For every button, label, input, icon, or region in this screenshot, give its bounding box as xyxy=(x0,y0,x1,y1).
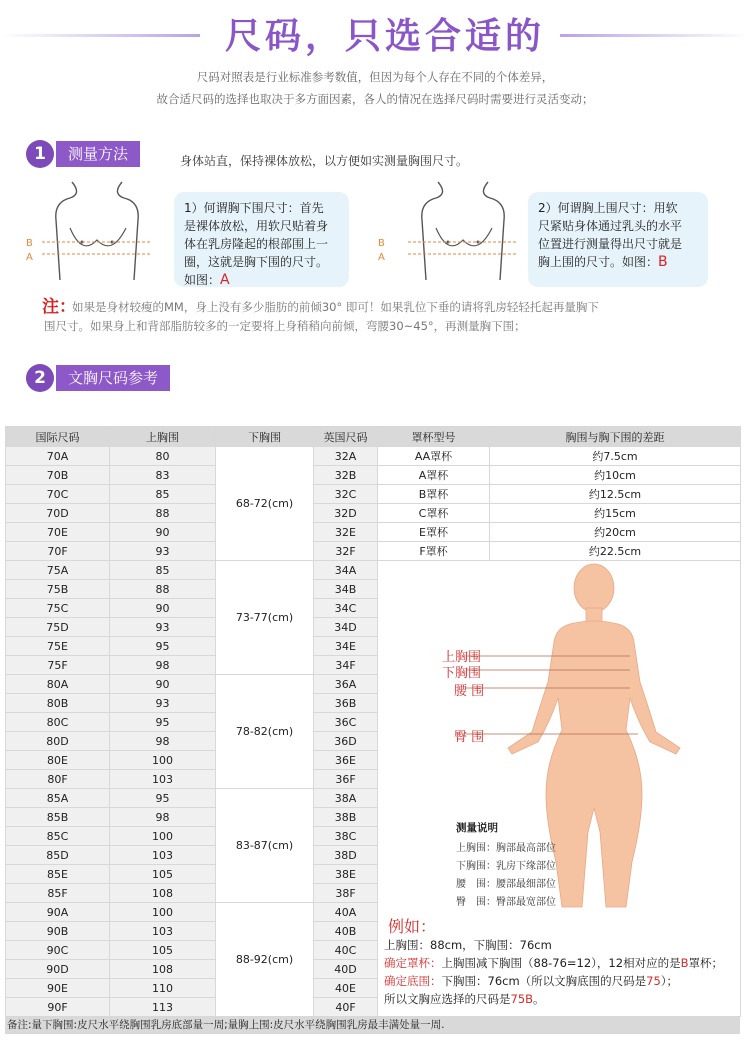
bubble-line xyxy=(538,253,698,271)
uk-size-cell: 40B xyxy=(314,922,378,941)
info-bubble-overbust xyxy=(528,192,708,287)
uk-size-cell: 36F xyxy=(314,770,378,789)
bubble-tail: 如图： xyxy=(184,273,221,287)
uk-size-cell: 36D xyxy=(314,732,378,751)
measure-legend-item: 下胸围：乳房下缘部位 xyxy=(456,861,556,872)
intl-size-cell: 80F xyxy=(6,770,110,789)
uk-size-cell: 38E xyxy=(314,865,378,884)
bubble-mark: A xyxy=(220,272,230,288)
example-line xyxy=(384,973,678,989)
upper-bust-cell: 93 xyxy=(110,694,216,713)
upper-bust-cell: 98 xyxy=(110,732,216,751)
intl-size-cell: 70C xyxy=(6,485,110,504)
uk-size-cell: 36E xyxy=(314,751,378,770)
intl-size-cell: 85E xyxy=(6,865,110,884)
column-header: 英国尺码 xyxy=(314,427,378,447)
section-measure-method-header xyxy=(26,140,140,168)
intl-size-cell: 85F xyxy=(6,884,110,903)
uk-size-cell: 38B xyxy=(314,808,378,827)
uk-size-cell: 38C xyxy=(314,827,378,846)
uk-size-cell: 36B xyxy=(314,694,378,713)
column-header: 上胸围 xyxy=(110,427,216,447)
intl-size-cell: 85B xyxy=(6,808,110,827)
measure-legend-item: 上胸围：胸部最高部位 xyxy=(456,843,556,854)
table-row xyxy=(6,504,741,523)
upper-bust-cell: 110 xyxy=(110,979,216,998)
uk-size-cell: 32B xyxy=(314,466,378,485)
bubble-tail: 胸上围的尺寸。如图： xyxy=(538,255,659,269)
upper-bust-cell: 93 xyxy=(110,542,216,561)
bubble-line: 体在乳房隆起的根部围上一 xyxy=(184,237,329,251)
example-text: 所以文胸应选择的尺码是 xyxy=(384,992,511,1006)
measurement-note xyxy=(44,298,704,336)
uk-size-cell: 40E xyxy=(314,979,378,998)
section-number-badge: 1 xyxy=(26,140,54,168)
uk-size-cell: 34B xyxy=(314,580,378,599)
example-label: 确定罩杯： xyxy=(384,956,442,970)
intl-size-cell: 90D xyxy=(6,960,110,979)
intro-text xyxy=(0,66,750,110)
section-description: 身体站直，保持裸体放松，以方便如实测量胸围尺寸。 xyxy=(180,154,469,168)
cup-type-cell: F罩杯 xyxy=(378,542,490,561)
uk-size-cell: 38A xyxy=(314,789,378,808)
uk-size-cell: 36C xyxy=(314,713,378,732)
torso-illustration-right xyxy=(408,180,518,280)
upper-bust-cell: 85 xyxy=(110,561,216,580)
upper-bust-cell: 103 xyxy=(110,770,216,789)
upper-bust-cell: 108 xyxy=(110,884,216,903)
under-bust-cell: 88-92(cm) xyxy=(216,903,314,1017)
upper-bust-cell: 103 xyxy=(110,922,216,941)
example-label: 确定底围： xyxy=(384,974,442,988)
body-figure-panel xyxy=(380,562,738,1017)
measure-legend-item: 腰 围：腰部最细部位 xyxy=(456,879,556,890)
bust-difference-cell: 约10cm xyxy=(490,466,741,485)
info-bubble-underbust xyxy=(174,192,349,287)
intl-size-cell: 70A xyxy=(6,447,110,466)
uk-size-cell: 40A xyxy=(314,903,378,922)
intl-size-cell: 90A xyxy=(6,903,110,922)
upper-bust-cell: 98 xyxy=(110,808,216,827)
example-line: 上胸围：88cm，下胸围：76cm xyxy=(384,938,552,952)
upper-bust-cell: 83 xyxy=(110,466,216,485)
uk-size-cell: 40C xyxy=(314,941,378,960)
example-highlight: 75 xyxy=(646,974,661,988)
table-header-row xyxy=(6,427,741,447)
column-header: 胸围与胸下围的差距 xyxy=(490,427,741,447)
upper-bust-cell: 95 xyxy=(110,713,216,732)
bubble-line: 尺紧贴身体通过乳头的水平 xyxy=(538,219,683,233)
example-title: 例如： xyxy=(388,917,437,936)
bubble-mark: B xyxy=(658,254,668,270)
section-number-badge: 2 xyxy=(26,364,54,392)
upper-bust-cell: 113 xyxy=(110,998,216,1017)
upper-bust-cell: 108 xyxy=(110,960,216,979)
bust-difference-cell: 约15cm xyxy=(490,504,741,523)
example-text: 下胸围：76cm（所以文胸底围的尺码是 xyxy=(441,974,647,988)
cup-type-cell: C罩杯 xyxy=(378,504,490,523)
intl-size-cell: 80E xyxy=(6,751,110,770)
example-text: 。 xyxy=(533,992,545,1006)
intl-size-cell: 80A xyxy=(6,675,110,694)
uk-size-cell: 32D xyxy=(314,504,378,523)
footer-note: 备注:量下胸围:皮尺水平绕胸围乳房底部量一周;量胸上围:皮尺水平绕胸围乳房最丰满处量一周. xyxy=(5,1017,740,1034)
intl-size-cell: 70B xyxy=(6,466,110,485)
uk-size-cell: 32C xyxy=(314,485,378,504)
under-bust-cell: 78-82(cm) xyxy=(216,675,314,789)
section-size-reference-header xyxy=(26,364,170,392)
intro-line: 故合适尺码的选择也取决于多方面因素，各人的情况在选择尺码时需要进行灵活变动； xyxy=(156,92,594,106)
uk-size-cell: 34E xyxy=(314,637,378,656)
upper-bust-cell: 103 xyxy=(110,846,216,865)
intl-size-cell: 75B xyxy=(6,580,110,599)
example-text: ）； xyxy=(660,974,679,988)
intl-size-cell: 75F xyxy=(6,656,110,675)
upper-bust-cell: 100 xyxy=(110,903,216,922)
uk-size-cell: 38F xyxy=(314,884,378,903)
upper-bust-cell: 93 xyxy=(110,618,216,637)
intro-line: 尺码对照表是行业标准参考数值，但因为每个人存在不同的个体差异， xyxy=(196,70,554,84)
upper-bust-cell: 95 xyxy=(110,637,216,656)
title-divider-left xyxy=(0,34,200,37)
upper-bust-cell: 98 xyxy=(110,656,216,675)
table-row xyxy=(6,466,741,485)
label-under-bust: 下胸围 xyxy=(442,666,482,681)
note-line: 围尺寸。如果身上和背部脂肪较多的一定要将上身稍稍向前倾，弯腰30~45°，再测量胸下围； xyxy=(44,319,526,333)
intl-size-cell: 70E xyxy=(6,523,110,542)
bust-difference-cell: 约20cm xyxy=(490,523,741,542)
tick-label-a: A xyxy=(378,252,385,263)
bubble-line: 位置进行测量得出尺寸就是 xyxy=(538,237,683,251)
bust-difference-cell: 约22.5cm xyxy=(490,542,741,561)
note-label: 注： xyxy=(42,297,76,317)
intl-size-cell: 90F xyxy=(6,998,110,1017)
upper-bust-cell: 105 xyxy=(110,941,216,960)
torso-illustration-left xyxy=(42,180,152,280)
intl-size-cell: 85A xyxy=(6,789,110,808)
intl-size-cell: 75E xyxy=(6,637,110,656)
intl-size-cell: 90B xyxy=(6,922,110,941)
upper-bust-cell: 95 xyxy=(110,789,216,808)
uk-size-cell: 36A xyxy=(314,675,378,694)
under-bust-cell: 73-77(cm) xyxy=(216,561,314,675)
upper-bust-cell: 100 xyxy=(110,751,216,770)
table-row xyxy=(6,447,741,466)
uk-size-cell: 32E xyxy=(314,523,378,542)
note-line: 如果是身材较瘦的MM，身上没有多少脂肪的前倾30° 即可！如果乳位下垂的请将乳房轻轻托起再量胸下 xyxy=(72,300,599,314)
page-title: 尺码，只选合适的 xyxy=(224,16,545,57)
intl-size-cell: 75C xyxy=(6,599,110,618)
cup-type-cell: A罩杯 xyxy=(378,466,490,485)
upper-bust-cell: 85 xyxy=(110,485,216,504)
uk-size-cell: 34C xyxy=(314,599,378,618)
bubble-line xyxy=(184,271,339,289)
cup-type-cell: E罩杯 xyxy=(378,523,490,542)
intl-size-cell: 85C xyxy=(6,827,110,846)
uk-size-cell: 34F xyxy=(314,656,378,675)
label-waist: 腰 围 xyxy=(454,684,485,699)
upper-bust-cell: 88 xyxy=(110,504,216,523)
upper-bust-cell: 90 xyxy=(110,599,216,618)
upper-bust-cell: 90 xyxy=(110,675,216,694)
table-row xyxy=(6,523,741,542)
uk-size-cell: 40F xyxy=(314,998,378,1017)
upper-bust-cell: 105 xyxy=(110,865,216,884)
intl-size-cell: 85D xyxy=(6,846,110,865)
tick-label-b: B xyxy=(378,238,385,249)
example-line xyxy=(384,955,723,971)
intl-size-cell: 80C xyxy=(6,713,110,732)
torso-drawing xyxy=(42,180,152,280)
tick-label-a: A xyxy=(26,252,33,263)
example-text: 罩杯； xyxy=(688,956,723,970)
uk-size-cell: 34D xyxy=(314,618,378,637)
measure-legend-item: 臀 围：臀部最宽部位 xyxy=(456,897,556,908)
measure-legend-title: 测量说明 xyxy=(456,822,498,834)
upper-bust-cell: 90 xyxy=(110,523,216,542)
example-text: 上胸围减下胸围（88-76=12），12相对应的是 xyxy=(441,956,681,970)
intl-size-cell: 75A xyxy=(6,561,110,580)
uk-size-cell: 38D xyxy=(314,846,378,865)
title-divider-right xyxy=(560,34,750,37)
intl-size-cell: 90E xyxy=(6,979,110,998)
bust-difference-cell: 约7.5cm xyxy=(490,447,741,466)
section-title: 文胸尺码参考 xyxy=(56,365,170,391)
uk-size-cell: 40D xyxy=(314,960,378,979)
uk-size-cell: 34A xyxy=(314,561,378,580)
bubble-line: 1）何谓胸下围尺寸：首先 xyxy=(184,201,324,215)
intl-size-cell: 70F xyxy=(6,542,110,561)
section-title: 测量方法 xyxy=(56,141,140,167)
torso-drawing xyxy=(408,180,518,280)
page-header xyxy=(0,6,750,56)
table-row xyxy=(6,485,741,504)
body-silhouette xyxy=(380,562,738,912)
cup-type-cell: AA罩杯 xyxy=(378,447,490,466)
bubble-line: 是裸体放松，用软尺贴着身 xyxy=(184,219,329,233)
example-line xyxy=(384,991,545,1007)
table-row xyxy=(6,542,741,561)
bust-difference-cell: 约12.5cm xyxy=(490,485,741,504)
cup-type-cell: B罩杯 xyxy=(378,485,490,504)
column-header: 罩杯型号 xyxy=(378,427,490,447)
column-header: 下胸围 xyxy=(216,427,314,447)
intl-size-cell: 70D xyxy=(6,504,110,523)
example-highlight: B xyxy=(680,956,689,970)
intl-size-cell: 80D xyxy=(6,732,110,751)
column-header: 国际尺码 xyxy=(6,427,110,447)
upper-bust-cell: 88 xyxy=(110,580,216,599)
upper-bust-cell: 100 xyxy=(110,827,216,846)
intl-size-cell: 80B xyxy=(6,694,110,713)
bubble-line: 2）何谓胸上围尺寸：用软 xyxy=(538,201,678,215)
under-bust-cell: 68-72(cm) xyxy=(216,447,314,561)
under-bust-cell: 83-87(cm) xyxy=(216,789,314,903)
intl-size-cell: 75D xyxy=(6,618,110,637)
intl-size-cell: 90C xyxy=(6,941,110,960)
bubble-line: 圈，这就是胸下围的尺寸。 xyxy=(184,255,329,269)
example-highlight: 75B xyxy=(510,992,534,1006)
label-hip: 臀 围 xyxy=(454,730,485,745)
upper-bust-cell: 80 xyxy=(110,447,216,466)
uk-size-cell: 32F xyxy=(314,542,378,561)
label-upper-bust: 上胸围 xyxy=(442,650,482,665)
uk-size-cell: 32A xyxy=(314,447,378,466)
tick-label-b: B xyxy=(26,238,33,249)
